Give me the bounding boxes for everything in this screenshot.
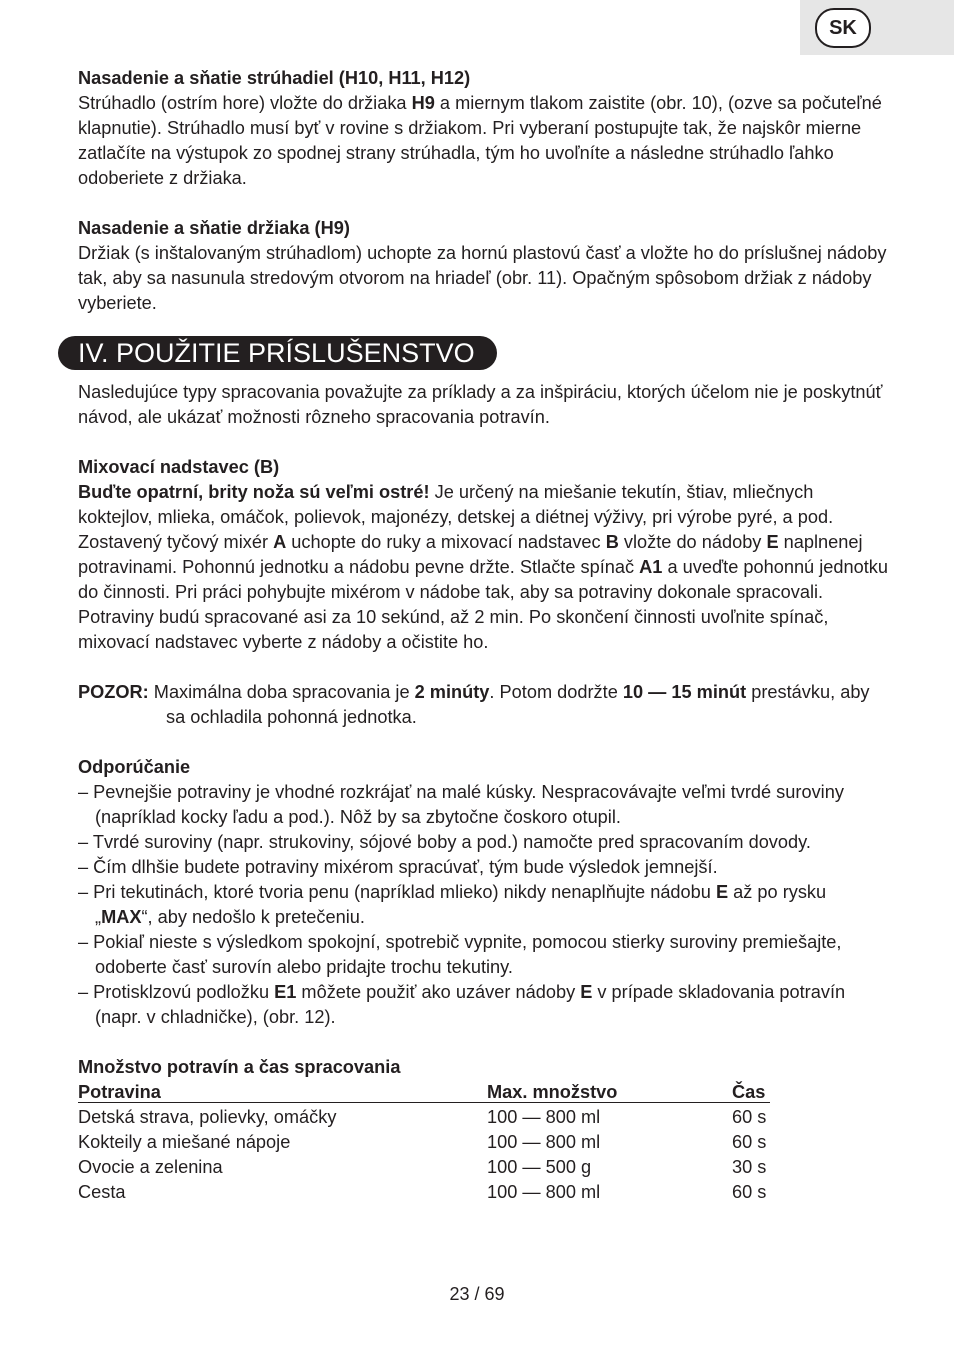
recommend-list [78,780,888,1030]
table-row: Ovocie a zelenina 100 — 500 g 30 s [78,1157,767,1177]
holder-text: Držiak (s inštalovaným strúhadlom) uchopte za hornú plastovú časť a vložte ho do príslušnej nádoby tak, aby sa nasunula stredovým otvorom na hriadeľ (obr. 11). Opačným spôsobom držiak z nádoby vyberiete. [78,243,887,313]
table-heading: Množstvo potravín a čas spracovania [78,1057,401,1077]
list-item: – Pevnejšie potraviny je vhodné rozkrájať na malé kúsky. Nespracovávajte veľmi tvrdé suroviny (napríklad kocky ľadu a pod.). Nôž by sa zbytočne čoskoro otupil. [78,782,844,827]
list-item: – Tvrdé suroviny (napr. strukoviny, sójové boby a pod.) namočte pred spracovaním dovody. [78,832,811,852]
column-header-food: Potravina [78,1082,161,1102]
grater-heading: Nasadenie a sňatie strúhadiel (H10, H11, H12) [78,68,471,88]
list-item: – Čím dlhšie budete potraviny mixérom spracúvať, tým bude výsledok jemnejší. [78,857,718,877]
language-badge: SK [815,8,871,48]
table-row: Detská strava, polievky, omáčky 100 — 800 ml 60 s [78,1107,767,1127]
warning-note: POZOR: Maximálna doba spracovania je 2 minúty. Potom dodržte 10 — 15 minút prestávku, aby sa ochladila pohonná jednotka. [78,682,870,727]
section-title: IV. POUŽITIE PRÍSLUŠENSTVO [58,336,497,370]
list-item: – Pri tekutinách, ktoré tvoria penu (napríklad mlieko) nikdy nenaplňujte nádobu E až po rysku „MAX“, aby nedošlo k pretečeniu. [78,882,827,927]
mixer-text: Buďte opatrní, brity noža sú veľmi ostré! Je určený na miešanie tekutín, štiav, mliečnych koktejlov, mlieka, omáčok, polievok, majonézy, detskej a diétnej výživy, pri výrobe pyré, a pod. Zostavený tyčový mixér A uchopte do ruky a mixovací nadstavec B vložte do nádoby E naplnenej potravinami. Pohonnú jednotku a nádobu pevne držte. Stlačte spínač A1 a uveďte pohonnú jednotku do činnosti. Pri práci pohybujte mixérom v nádobe tak, aby sa potraviny dokonale spracovali. Potraviny budú spracované asi za 10 sekúnd, až 2 min. Po skončení činnosti uvoľnite spínač, mixovací nadstavec vyberte z nádoby a očistite ho. [78,482,888,652]
holder-heading: Nasadenie a sňatie držiaka (H9) [78,218,350,238]
page-content [78,66,888,1205]
list-item: – Protisklzovú podložku E1 môžete použiť ako uzáver nádoby E v prípade skladovania potravín (napr. v chladničke), (obr. 12). [78,982,846,1027]
table-row: Cesta 100 — 800 ml 60 s [78,1182,767,1202]
list-item: – Pokiaľ nieste s výsledkom spokojní, spotrebič vypnite, pomocou stierky suroviny premiešajte, odoberte časť surovín alebo pridajte trochu tekutiny. [78,932,842,977]
table-row: Kokteily a miešané nápoje 100 — 800 ml 60 s [78,1132,767,1152]
table-header [78,1080,888,1105]
grater-text: Strúhadlo (ostrím hore) vložte do držiaka H9 a miernym tlakom zaistite (obr. 10), (ozve sa počuteľné klapnutie). Strúhadlo musí byť v rovine s držiakom. Pri vyberaní postupujte tak, že najskôr mierne zatlačíte na výstupok zo spodnej strany strúhadla, tým ho uvoľníte a následne strúhadlo ľahko odoberiete z držiaka. [78,93,882,188]
section-intro: Nasledujúce typy spracovania považujte za príklady a za inšpiráciu, ktorých účelom nie je poskytnúť návod, ale ukázať možnosti rôzneho spracovania potravín. [78,382,883,427]
page-number: 23 / 69 [449,1284,505,1304]
column-header-amount: Max. množstvo [487,1082,618,1102]
mixer-heading: Mixovací nadstavec (B) [78,457,280,477]
recommend-heading: Odporúčanie [78,757,191,777]
column-header-time: Čas [732,1082,766,1102]
